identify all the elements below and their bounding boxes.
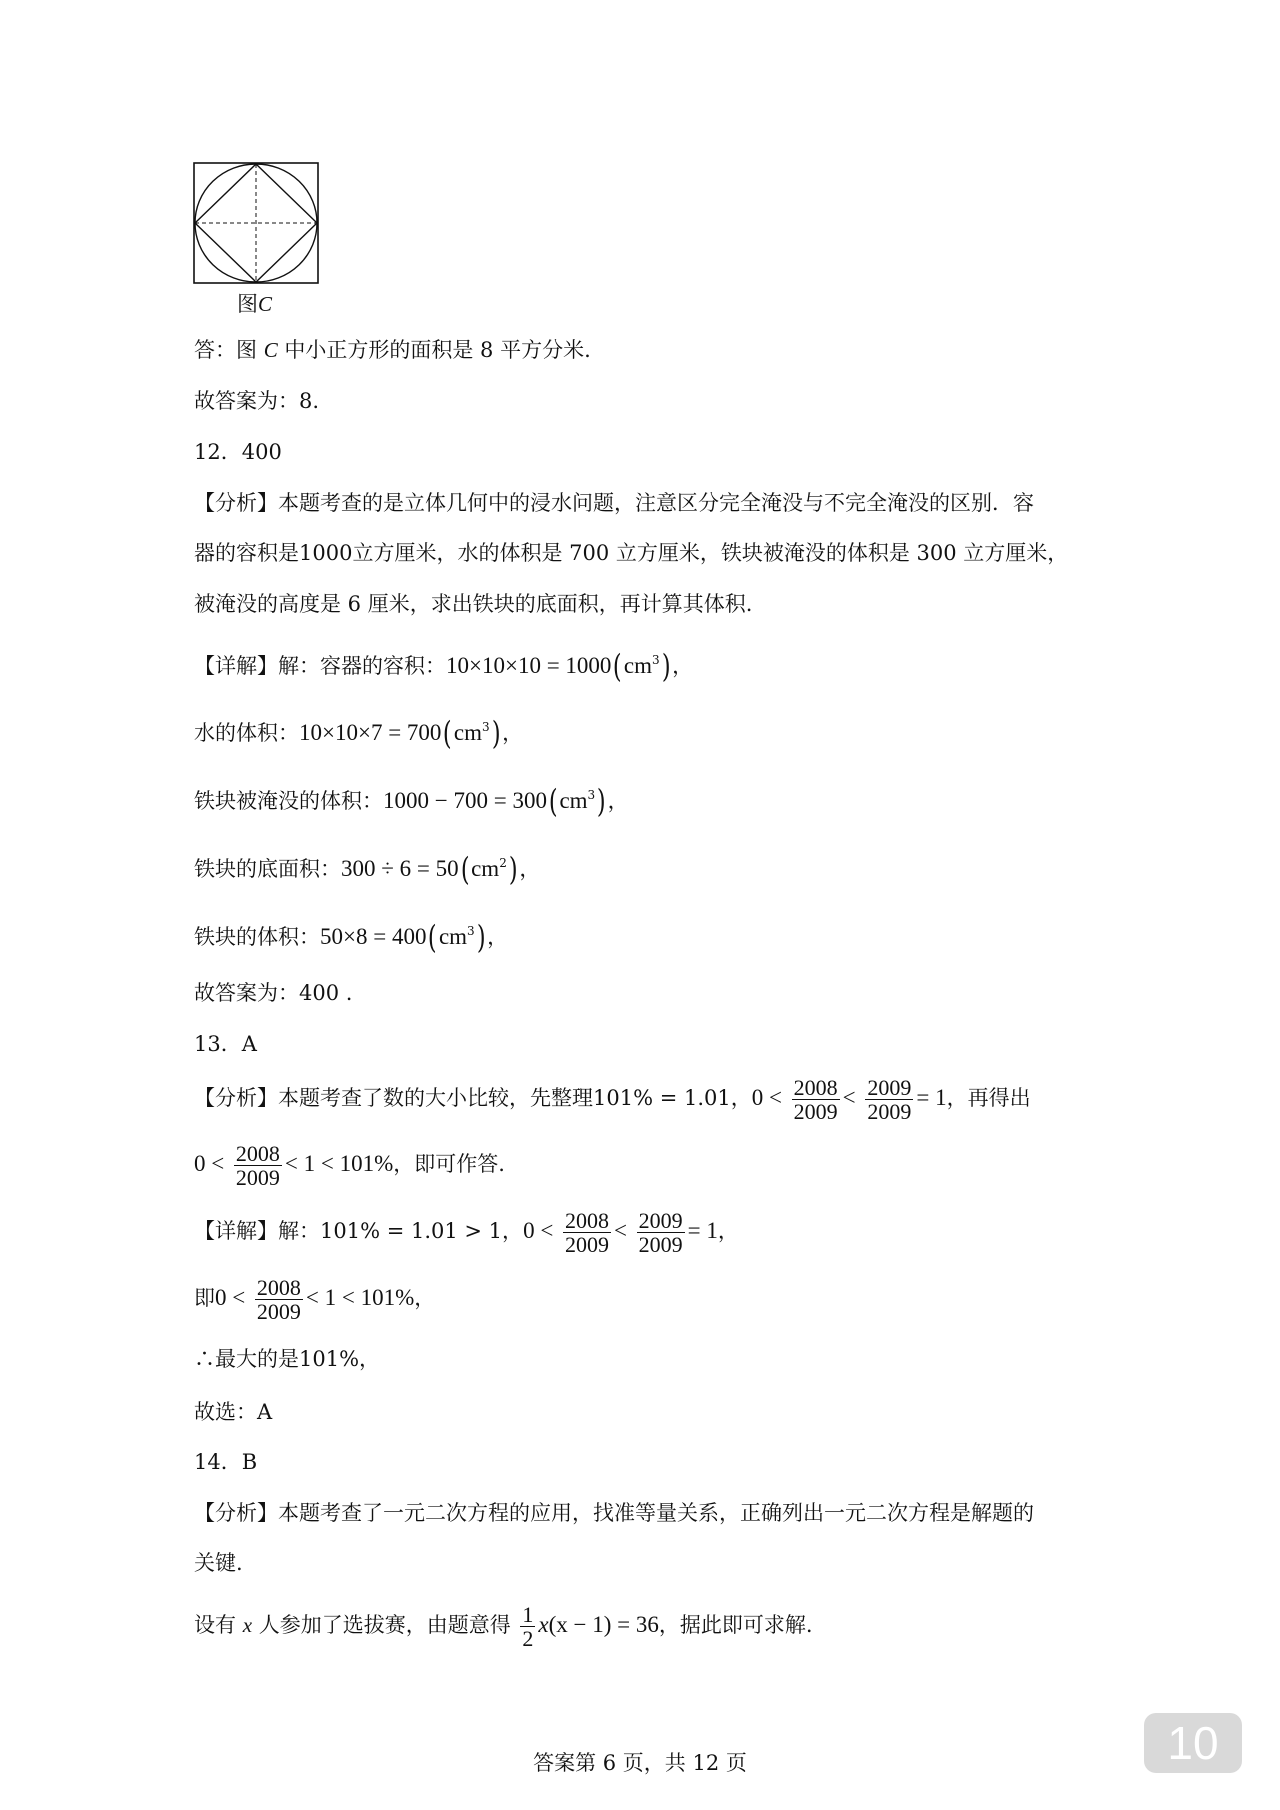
figure-c-diagram — [193, 162, 319, 284]
q13-analysis-line1: 【分析】本题考查了数的大小比较，先整理101% = 1.01，0 < $\frac{2008}{2009}$ < $\frac{2009}{2009}$ = 1，再得出 — [194, 1075, 1031, 1125]
q13-detail: 【详解】解：101% = 1.01 > 1，0 < $\frac{2008}{2009}$ < $\frac{2009}{2009}$ = 1， — [194, 1208, 739, 1258]
q12-analysis-line3: 被淹没的高度是 6 厘米，求出铁块的底面积，再计算其体积. — [194, 592, 753, 616]
q12-step4: 铁块的底面积：$300 \div 6 = 50(cm^2)$， — [194, 850, 541, 888]
q12-step3: 铁块被淹没的体积：$1000 - 700 = 300(cm^3)$， — [194, 782, 629, 820]
q12-heading: 12．400 — [194, 440, 282, 464]
q11-final: 故答案为：8. — [194, 389, 320, 413]
q12-final: 故答案为：400 . — [194, 981, 353, 1005]
fraction-2008-2009: $\frac{2008}{2009}$ — [793, 1075, 838, 1125]
q12-step2: 水的体积：$10\times 10\times 7 = 700(cm^3)$， — [194, 714, 524, 752]
q12-analysis-line2: 器的容积是1000立方厘米，水的体积是 700 立方厘米，铁块被淹没的体积是 300 立方厘米， — [194, 541, 1069, 565]
q13-ji-line: 即0 < $\frac{2008}{2009}$ < 1 < 101%， — [194, 1275, 436, 1325]
page-number-badge: 10 — [1144, 1713, 1242, 1773]
fraction-2008-2009: $\frac{2008}{2009}$ — [235, 1141, 280, 1191]
q14-heading: 14．B — [194, 1450, 258, 1474]
q13-analysis-line2: 0 < $\frac{2008}{2009}$ < 1 < 101%，即可作答. — [194, 1141, 505, 1191]
figure-c-label: 图C — [237, 292, 273, 316]
q11-answer: 答：图 C 中小正方形的面积是 8 平方分米. — [194, 338, 591, 362]
fraction-2008-2009: $\frac{2008}{2009}$ — [256, 1275, 301, 1325]
q14-analysis-line1: 【分析】本题考查了一元二次方程的应用，找准等量关系，正确列出一元二次方程是解题的 — [194, 1501, 1034, 1525]
fraction-one-half: $\frac{1}{2}$ — [522, 1602, 534, 1652]
q12-step5: 铁块的体积：$50\times 8 = 400(cm^3)$， — [194, 918, 509, 956]
fraction-2009-2009: $\frac{2009}{2009}$ — [867, 1075, 912, 1125]
fraction-2009-2009: $\frac{2009}{2009}$ — [638, 1208, 683, 1258]
q13-heading: 13．A — [194, 1032, 257, 1056]
q14-setup: 设有 x 人参加了选拔赛，由题意得 $\frac{1}{2}$ x(x − 1) = 36，据此即可求解. — [194, 1602, 813, 1652]
q12-step1: 【详解】解：容器的容积：$10\times 10\times 10 = 1000(cm^3)$， — [194, 647, 694, 685]
q13-therefore: ∴最大的是101%， — [194, 1347, 381, 1371]
q12-analysis-line1: 【分析】本题考查的是立体几何中的浸水问题，注意区分完全淹没与不完全淹没的区别．容 — [194, 491, 1034, 515]
page-footer: 答案第 6 页，共 12 页 — [533, 1751, 747, 1775]
fraction-2008-2009: $\frac{2008}{2009}$ — [564, 1208, 609, 1258]
q13-final: 故选：A — [194, 1400, 273, 1424]
q14-analysis-line2: 关键. — [194, 1551, 243, 1575]
